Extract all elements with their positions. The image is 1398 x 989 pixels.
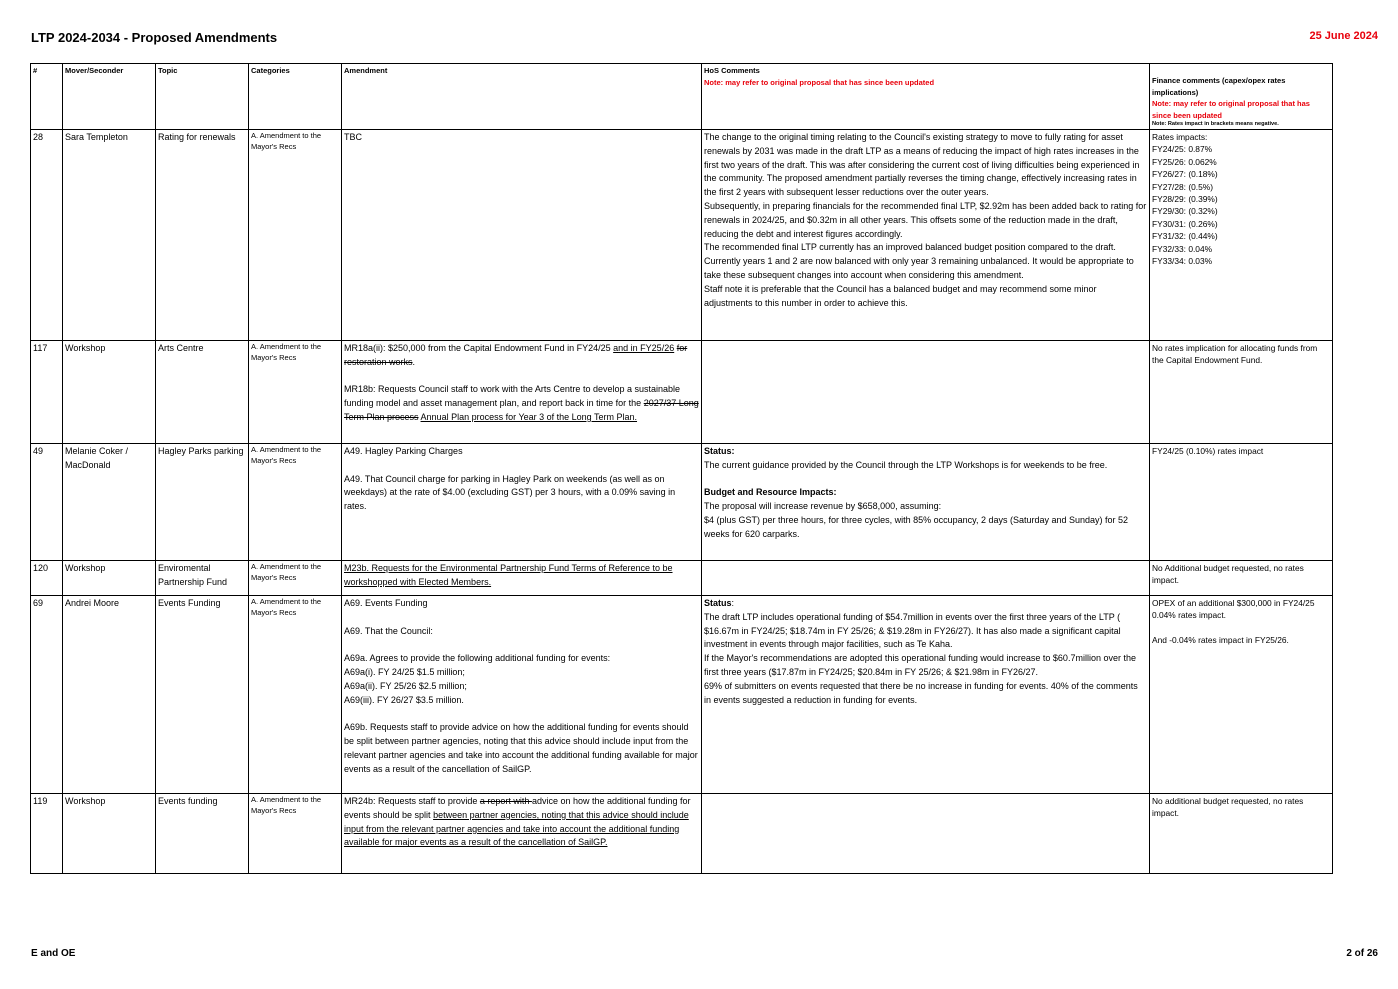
inserted-text: M23b. Requests for the Environmental Partnership Fund Terms of Reference to be workshopped with Elected Members. [344, 563, 673, 587]
row-topic: Hagley Parks parking [156, 444, 249, 561]
inserted-text: between partner agencies, noting that this advice should include input from the relevant partner agencies and take into account the additional funding available for major events as a result of the cancellation of SailGP. [344, 809, 689, 848]
row-category: A. Amendment to the Mayor's Recs [249, 130, 342, 341]
finance-line: FY28/29: (0.39%) [1152, 194, 1218, 205]
amendment-paragraph [344, 383, 699, 424]
row-topic: Arts Centre [156, 341, 249, 444]
hos-note: Note: may refer to original proposal that has since been updated [704, 77, 935, 87]
finance-line: FY30/31: (0.26%) [1152, 218, 1218, 229]
row-category: A. Amendment to the Mayor's Recs [249, 444, 342, 561]
row-topic: Events funding [156, 794, 249, 874]
finance-line: FY27/28: (0.5%) [1152, 181, 1213, 192]
row-num: 28 [31, 130, 63, 341]
page-number: 2 of 26 [1346, 948, 1378, 959]
table-row [31, 596, 1333, 794]
table-row [31, 444, 1333, 561]
row-mover: Workshop [63, 794, 156, 874]
row-finance [1150, 596, 1333, 794]
row-mover: Andrei Moore [63, 596, 156, 794]
row-hos [702, 596, 1150, 794]
amendment-paragraph: A69. Events Funding [344, 598, 428, 608]
document-date: 25 June 2024 [1309, 30, 1378, 42]
amendment-paragraph: A69a. Agrees to provide the following additional funding for events: [344, 653, 611, 664]
row-hos [702, 341, 1150, 444]
amendment-paragraph: A69. That the Council: [344, 625, 433, 636]
row-mover: Workshop [63, 341, 156, 444]
finance-line: FY26/27: (0.18%) [1152, 169, 1218, 180]
amendment-paragraph: A49. Hagley Parking Charges [344, 446, 463, 456]
finance-line: FY29/30: (0.32%) [1152, 206, 1218, 217]
amendment-paragraph [344, 342, 699, 370]
row-finance [1150, 130, 1333, 341]
row-category: A. Amendment to the Mayor's Recs [249, 561, 342, 596]
deleted-text: for restoration works [344, 343, 688, 367]
finance-line: Rates impacts: [1152, 132, 1208, 142]
amendment-text: MR18a(ii): $250,000 from the Capital Endowment Fund in FY24/25 [344, 343, 614, 353]
row-category: A. Amendment to the Mayor's Recs [249, 596, 342, 794]
hos-paragraph: The current guidance provided by the Council through the LTP Workshops is for weekends to be free. [704, 459, 1108, 470]
table-row [31, 130, 1333, 341]
finance-line: FY32/33: 0.04% [1152, 243, 1213, 254]
table-row [31, 341, 1333, 444]
row-amendment: TBC [342, 130, 702, 341]
row-finance: No rates implication for allocating funds from the Capital Endowment Fund. [1150, 341, 1333, 444]
row-topic: Rating for renewals [156, 130, 249, 341]
row-mover: Melanie Coker / MacDonald [63, 444, 156, 561]
finance-label: Finance comments (capex/opex rates implications) [1152, 76, 1286, 97]
col-finance [1150, 64, 1333, 130]
row-topic: Events Funding [156, 596, 249, 794]
footer-disclaimer: E and OE [31, 948, 76, 959]
row-mover: Sara Templeton [63, 130, 156, 341]
finance-note: Note: may refer to original proposal that has since been updated [1152, 99, 1310, 120]
table-row [31, 794, 1333, 874]
amendment-paragraph: A49. That Council charge for parking in Hagley Park on weekends (as well as on weekdays) at the rate of $4.00 (excluding GST) per 3 hours, with a 0.09% saving in rates. [344, 473, 676, 512]
row-amendment [342, 341, 702, 444]
table-header-row [31, 64, 1333, 130]
amendment-text: . [412, 356, 416, 367]
hos-paragraph: The draft LTP includes operational funding of $54.7million in events over the first three years of the LTP ( $16.67m in FY24/25; $18.74m in FY 25/26; & $19.28m in FY26/27). It has also made a significant capital investment in events through major facilities, such as Te Kaha. [704, 611, 1121, 650]
hos-label: HoS Comments [704, 66, 760, 75]
col-amendment: Amendment [342, 64, 702, 130]
hos-paragraph: The change to the original timing relating to the Council's existing strategy to move to fully rating for asset renewals by 2031 was made in the draft LTP as a means of reducing the impact of high rates increases in the first two years of the draft. This was after considering the current cost of living difficulties being experienced in the community. The proposed amendment partially reverses the timing change, effectively increasing rates in the first 2 years with subsequent lesser reductions over the outer years. [704, 132, 1140, 198]
amendments-table [30, 63, 1333, 874]
col-categories: Categories [249, 64, 342, 130]
row-category: A. Amendment to the Mayor's Recs [249, 794, 342, 874]
row-finance: No Additional budget requested, no rates impact. [1150, 561, 1333, 596]
hos-paragraph: The proposal will increase revenue by $658,000, assuming: [704, 501, 942, 512]
amendment-paragraph: A69(iii). FY 26/27 $3.5 million. [344, 694, 464, 705]
deleted-text: 2027/37 Long Term Plan process [344, 398, 699, 422]
row-mover: Workshop [63, 561, 156, 596]
amendment-paragraph: A69b. Requests staff to provide advice on how the additional funding for events should be split between partner agencies, noting that this advice should include input from the relevant partner agencies and take into account the additional funding available for major events as a result of the cancellation of SailGP. [344, 722, 698, 774]
status-colon: : [731, 598, 735, 608]
col-mover: Mover/Seconder [63, 64, 156, 130]
row-num: 69 [31, 596, 63, 794]
deleted-text: a report with [479, 796, 532, 806]
page-title: LTP 2024-2034 - Proposed Amendments [31, 30, 278, 45]
finance-paragraph: OPEX of an additional $300,000 in FY24/25 0.04% rates impact. [1152, 598, 1315, 621]
amendment-text: advice on how the additional funding for events should be split [344, 796, 691, 820]
row-num: 120 [31, 561, 63, 596]
status-label: Status [704, 598, 732, 608]
hos-paragraph: The recommended final LTP currently has an improved balanced budget position compared to the draft. Currently years 1 and 2 are now balanced with only year 3 remaining unbalanced. It would be appropriate to take these subsequent changes into account when considering this amendment. [704, 242, 1134, 280]
hos-paragraph: Staff note it is preferable that the Council has a balanced budget and may recommend some minor adjustments to this number in order to achieve this. [704, 283, 1097, 308]
finance-paragraph: And -0.04% rates impact in FY25/26. [1152, 635, 1289, 646]
row-hos [702, 794, 1150, 874]
row-hos [702, 561, 1150, 596]
row-topic: Enviromental Partnership Fund [156, 561, 249, 596]
hos-paragraph: 69% of submitters on events requested that there be no increase in funding for events. 40% of the comments in events suggested a reduction in funding for events. [704, 680, 1138, 705]
status-label: Status: [704, 446, 735, 456]
row-category: A. Amendment to the Mayor's Recs [249, 341, 342, 444]
hos-paragraph: $4 (plus GST) per three hours, for three cycles, with 85% occupancy, 2 days (Saturday and Sunday) for 52 weeks for 620 carparks. [704, 514, 1129, 539]
row-num: 49 [31, 444, 63, 561]
finance-line: FY31/32: (0.44%) [1152, 231, 1218, 242]
hos-paragraph: Subsequently, in preparing financials for the recommended final LTP, $2.92m has been added back to rating for renewals in 2024/25, and $0.32m in all other years. This offsets some of the reduction made in the draft, reducing the debt and interest figures accordingly. [704, 200, 1147, 239]
row-amendment [342, 561, 702, 596]
row-amendment [342, 444, 702, 561]
finance-line: FY24/25: 0.87% [1152, 144, 1213, 155]
col-num: # [31, 64, 63, 130]
inserted-text: and in FY25/26 [613, 343, 675, 353]
row-amendment [342, 596, 702, 794]
amendment-paragraph: A69a(i). FY 24/25 $1.5 million; [344, 666, 465, 677]
amendment-text: MR18b: Requests Council staff to work with the Arts Centre to develop a sustainable funding model and asset management plan, and report back in time for the [344, 384, 681, 409]
finance-line: FY33/34: 0.03% [1152, 256, 1213, 267]
inserted-text: Annual Plan process for Year 3 of the Long Term Plan. [420, 411, 638, 422]
amendment-paragraph: A69a(ii). FY 25/26 $2.5 million; [344, 680, 467, 691]
row-finance: No additional budget requested, no rates impact. [1150, 794, 1333, 874]
table-row [31, 561, 1333, 596]
row-finance: FY24/25 (0.10%) rates impact [1150, 444, 1333, 561]
col-topic: Topic [156, 64, 249, 130]
finance-line: FY25/26: 0.062% [1152, 156, 1217, 167]
row-hos [702, 444, 1150, 561]
hos-paragraph: If the Mayor's recommendations are adopted this operational funding would increase to $60.7million over the first three years ($17.87m in FY24/25; $20.84m in FY 25/26; & $21.98m in FY26/27. [704, 653, 1136, 677]
finance-subnote: Note: Rates impact in brackets means negative. [1152, 121, 1279, 127]
budget-label: Budget and Resource Impacts: [704, 487, 837, 498]
row-amendment [342, 794, 702, 874]
row-num: 119 [31, 794, 63, 874]
row-hos [702, 130, 1150, 341]
amendment-text: MR24b: Requests staff to provide [344, 796, 480, 806]
col-hos [702, 64, 1150, 130]
row-num: 117 [31, 341, 63, 444]
